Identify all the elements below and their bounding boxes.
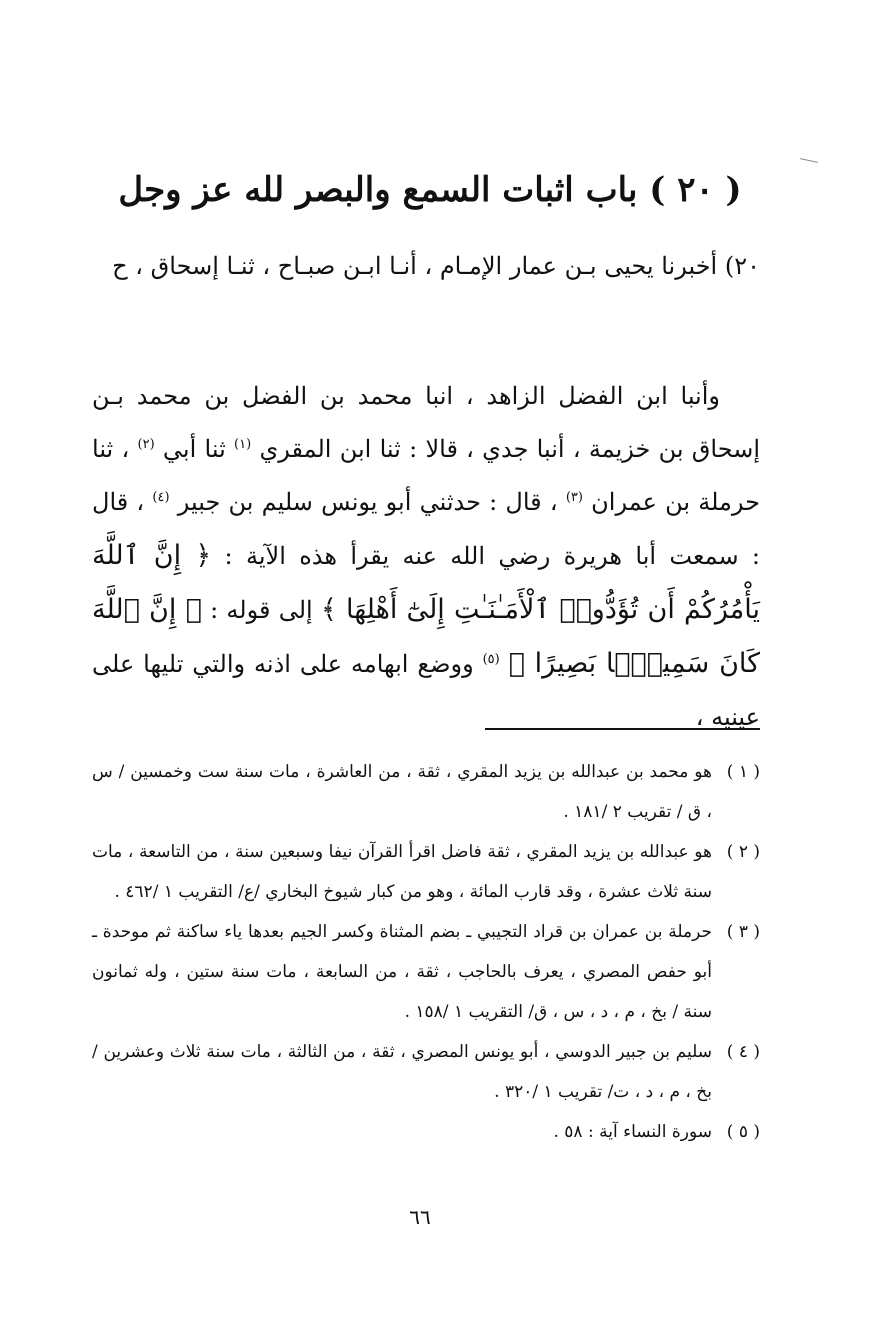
footnote-item	[92, 752, 760, 832]
chapter-heading: ( ٢٠ ) باب اثبات السمع والبصر لله عز وجل	[118, 170, 742, 210]
quran-verse-1: ﴿ إِنَّ ٱللَّهَ يَأْمُرُكُمْ أَن تُؤَدُّوا۟ ٱلْأَمَـٰنَـٰتِ إِلَىٰٓ أَهْلِهَا ﴾	[92, 540, 760, 625]
footnote-text: سليم بن جبير الدوسي ، أبو يونس المصري ، ثقة ، من الثالثة ، مات سنة ثلاث وعشرين / بخ ، م ، د ، ت/ تقريب ١ /٣٢٠ .	[92, 1042, 712, 1102]
paragraph-2-part-1: وأنبا ابن الفضل الزاهد ، انبا محمد بن الفضل بن محمد بـن إسحاق بن خزيمة ، أنبا جدي ، قالا : ثنا ابن المقري	[92, 382, 760, 463]
footnote-number: ( ١ )	[726, 762, 760, 782]
footnote-number: ( ٣ )	[726, 922, 760, 942]
footnote-item	[92, 1032, 760, 1112]
footnote-ref-2: (٢)	[137, 437, 155, 452]
page-number: ٦٦	[409, 1205, 431, 1229]
footnote-text: هو عبدالله بن يزيد المقري ، ثقة فاضل اقرأ القرآن نيفا وسبعين سنة ، من التاسعة ، مات سنة ثلاث عشرة ، وقد قارب المائة ، وهو من كبار شيوخ البخاري /ع/ التقريب ١ /٤٦٢ .	[92, 842, 712, 902]
paragraph-2-part-4: ، قال : حدثني أبو يونس سليم بن جبير	[177, 488, 558, 516]
footnote-item	[92, 912, 760, 1032]
footnote-text: هو محمد بن عبدالله بن يزيد المقري ، ثقة ، من العاشرة ، مات سنة ست وخمسين / س ، ق / تقريب ٢ /١٨١ .	[92, 762, 712, 822]
footnote-number: ( ٥ )	[726, 1122, 760, 1142]
footnote-ref-1: (١)	[234, 437, 252, 452]
footnote-ref-4: (٤)	[152, 490, 170, 505]
footnote-item	[92, 832, 760, 912]
quran-verse-2: ﴿ إِنَّ ٱللَّهَ كَانَ سَمِيعًۢا بَصِيرًا ﴾	[92, 594, 760, 679]
paragraph-2-part-2: ثنا أبي	[162, 435, 226, 463]
margin-mark	[800, 158, 818, 163]
footnote-divider	[485, 728, 760, 730]
footnote-item	[92, 1112, 760, 1152]
footnote-text: سورة النساء آية : ٥٨ .	[553, 1122, 712, 1142]
footnote-ref-3: (٣)	[565, 490, 583, 505]
paragraph-1-text: ٢٠) أخبرنا يحيى بـن عمار الإمـام ، أنـا ابـن صبـاح ، ثنـا إسحاق ، ح	[112, 252, 760, 280]
paragraph-2-part-6: إلى قوله :	[210, 596, 313, 624]
footnote-text: حرملة بن عمران بن قراد التجيبي ـ بضم المثناة وكسر الجيم بعدها ياء ساكنة ثم موحدة ـ أبو حفص المصري ، يعرف بالحاجب ، ثقة ، من السابعة ، مات سنة ستين ، وله ثمانون سنة / بخ ، م ، د ، س ، ق/ التقريب ١ /١٥٨ .	[92, 922, 712, 1022]
footnotes-section	[92, 752, 760, 1152]
hadith-text-paragraph	[92, 370, 760, 744]
paragraph-2-part-3: ، ثنا حرملة بن عمران	[92, 435, 760, 516]
footnote-ref-5: (٥)	[482, 652, 500, 667]
footnote-number: ( ٢ )	[726, 842, 760, 862]
paragraph-2-part-7: ووضع ابهامه على اذنه والتي تليها على عينيه ،	[92, 650, 760, 731]
footnote-number: ( ٤ )	[726, 1042, 760, 1062]
hadith-chain-paragraph	[92, 240, 760, 293]
paragraph-2-part-5: ، قال : سمعت أبا هريرة رضي الله عنه يقرأ هذه الآية :	[92, 488, 760, 570]
